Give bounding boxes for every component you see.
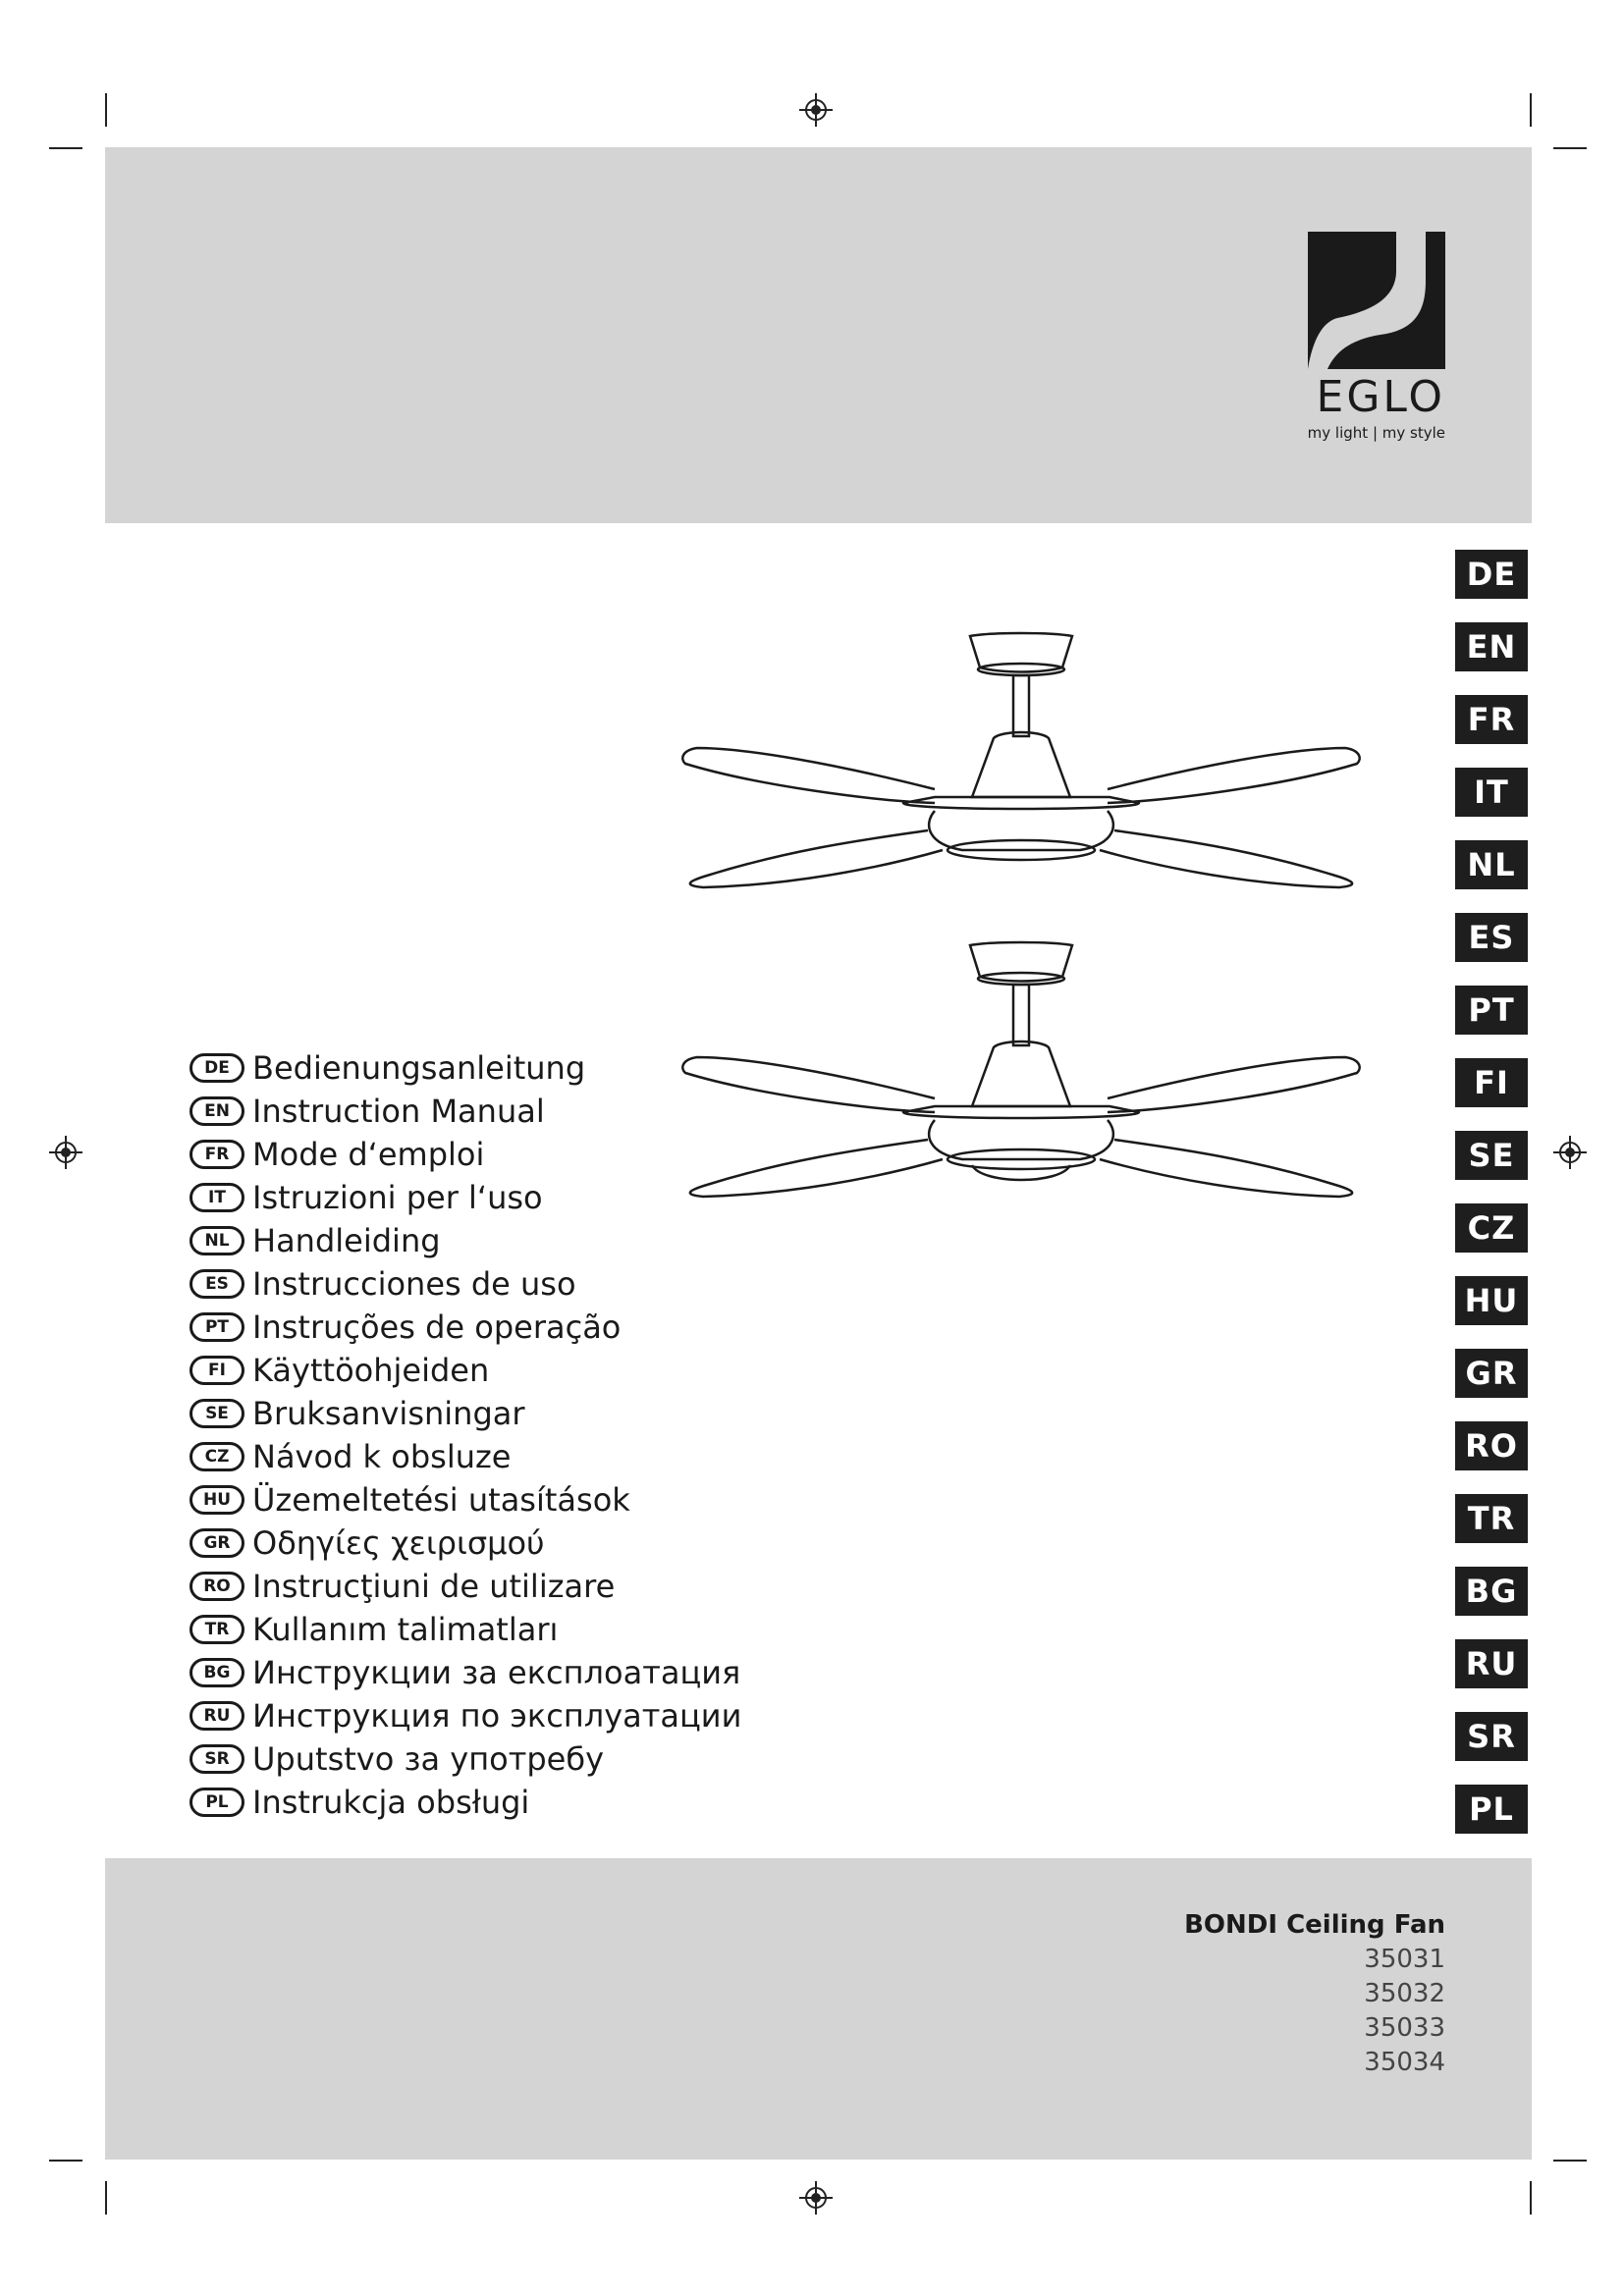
language-badge: FI [189,1356,244,1385]
title-row [189,1478,896,1522]
title-text: Инструкция по эксплуатации [252,1697,742,1735]
title-text: Инструкции за експлоатация [252,1654,741,1691]
crop-mark [1553,2160,1587,2162]
language-tab: RO [1455,1421,1528,1470]
title-text: Instrucţiuni de utilizare [252,1568,616,1605]
language-tab: PL [1455,1785,1528,1834]
title-text: Handleiding [252,1222,441,1259]
language-badge: SE [189,1399,244,1428]
language-badge: BG [189,1658,244,1687]
title-row [189,1262,896,1306]
model-number: 35032 [1364,1979,1445,2008]
title-text: Käyttöohjeiden [252,1352,490,1389]
title-text: Istruzioni per l‘uso [252,1179,543,1216]
language-badge: FR [189,1140,244,1169]
title-row [189,1565,896,1608]
language-tabs [1455,550,1532,1857]
title-row [189,1306,896,1349]
title-row [189,1392,896,1435]
title-text: Instrukcja obsługi [252,1784,530,1821]
language-badge: EN [189,1096,244,1126]
language-tab: EN [1455,622,1528,671]
language-tab: IT [1455,768,1528,817]
eglo-logo-icon [1308,232,1445,369]
language-tab: FI [1455,1058,1528,1107]
registration-mark-icon [799,93,833,127]
brand-name: EGLO [1316,372,1445,422]
header-band [105,147,1532,523]
language-tab: GR [1455,1349,1528,1398]
title-row [189,1219,896,1262]
footer-band [105,1858,1532,2160]
language-tab: BG [1455,1567,1528,1616]
language-tab: ES [1455,913,1528,962]
language-badge: ES [189,1269,244,1299]
model-number: 35031 [1364,1945,1445,1974]
language-badge: DE [189,1053,244,1083]
language-tab: TR [1455,1494,1528,1543]
title-text: Mode d‘emploi [252,1136,485,1173]
language-badge: NL [189,1226,244,1255]
language-tab: SR [1455,1712,1528,1761]
title-row [189,1349,896,1392]
language-badge: SR [189,1744,244,1774]
crop-mark [1530,2181,1532,2215]
title-row [189,1737,896,1781]
crop-mark [105,93,107,127]
model-number: 35034 [1364,2048,1445,2077]
title-text: Bedienungsanleitung [252,1049,586,1087]
product-name: BONDI Ceiling Fan [1184,1910,1445,1940]
language-badge: RU [189,1701,244,1731]
language-badge: IT [189,1183,244,1212]
manual-title-list [189,1046,896,1824]
language-tab: RU [1455,1639,1528,1688]
language-tab: CZ [1455,1203,1528,1253]
language-tab: HU [1455,1276,1528,1325]
title-row [189,1133,896,1176]
crop-mark [1553,147,1587,149]
language-tab: PT [1455,986,1528,1035]
title-row [189,1694,896,1737]
language-badge: CZ [189,1442,244,1471]
language-badge: GR [189,1528,244,1558]
title-row [189,1522,896,1565]
title-row [189,1176,896,1219]
registration-mark-icon [1553,1136,1587,1169]
title-row [189,1651,896,1694]
language-badge: RO [189,1572,244,1601]
model-number: 35033 [1364,2013,1445,2043]
product-info [1184,1907,1445,2080]
language-badge: HU [189,1485,244,1515]
crop-mark [49,147,82,149]
language-tab: SE [1455,1131,1528,1180]
title-row [189,1435,896,1478]
ceiling-fan-illustration [677,628,1365,903]
title-row [189,1608,896,1651]
language-tab: FR [1455,695,1528,744]
title-text: Instruction Manual [252,1093,545,1130]
title-text: Uputstvo за употребу [252,1740,605,1778]
language-badge: PT [189,1312,244,1342]
title-text: Instruções de operação [252,1308,622,1346]
language-tab: NL [1455,840,1528,889]
title-text: Üzemeltetési utasítások [252,1481,630,1519]
title-row [189,1046,896,1090]
crop-mark [49,2160,82,2162]
registration-mark-icon [799,2181,833,2215]
eglo-logo [1298,232,1445,442]
title-text: Οδηγίες χειρισμού [252,1524,545,1562]
registration-mark-icon [49,1136,82,1169]
title-text: Návod k obsluze [252,1438,512,1475]
title-text: Kullanım talimatları [252,1611,559,1648]
title-text: Instrucciones de uso [252,1265,576,1303]
language-tab: DE [1455,550,1528,599]
language-badge: TR [189,1615,244,1644]
brand-tagline: my light | my style [1307,424,1445,442]
title-row [189,1090,896,1133]
crop-mark [1530,93,1532,127]
title-row [189,1781,896,1824]
title-text: Bruksanvisningar [252,1395,525,1432]
crop-mark [105,2181,107,2215]
language-badge: PL [189,1788,244,1817]
